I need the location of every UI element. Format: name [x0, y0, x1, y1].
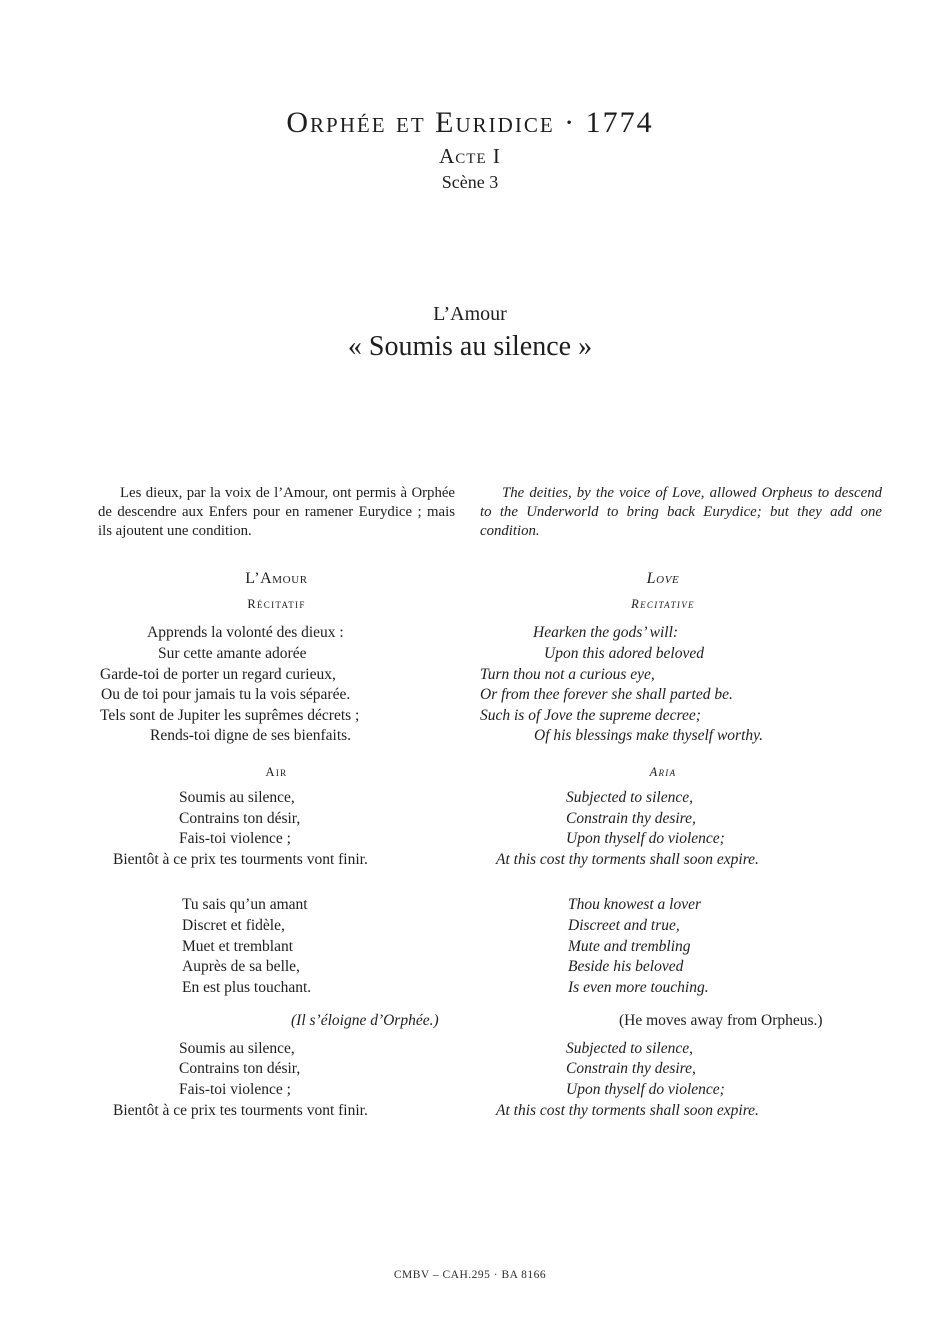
verse-line: Constrain thy desire,	[566, 809, 696, 827]
verse-line: Sur cette amante adorée	[158, 644, 307, 662]
verse-line: Tu sais qu’un amant	[182, 896, 308, 914]
synopsis-english: The deities, by the voice of Love, allowed Orpheus to descend to the Underworld to bring back Eurydice; but they add one condition.	[480, 485, 882, 539]
air-label-french: Air	[265, 764, 288, 779]
verse-line: Discret et fidèle,	[182, 916, 285, 934]
verse-line: Ou de toi pour jamais tu la vois séparée.	[101, 686, 351, 704]
scene-heading: Scène 3	[441, 172, 499, 192]
verse-line: Tels sont de Jupiter les suprêmes décrets ;	[100, 706, 360, 724]
aria-label-english: Aria	[649, 764, 677, 779]
verse-line: Or from thee forever she shall parted be.	[480, 686, 733, 704]
stage-direction-english: (He moves away from Orpheus.)	[619, 1012, 823, 1030]
aria-stanza-2-english	[480, 895, 846, 998]
act-heading: Acte I	[439, 144, 501, 168]
verse-line: Is even more touching.	[568, 978, 709, 996]
verse-line: Such is of Jove the supreme decree;	[480, 706, 701, 724]
recitative-verse-english	[480, 623, 846, 747]
stage-direction-french: (Il s’éloigne d’Orphée.)	[291, 1012, 439, 1030]
verse-line: At this cost thy torments shall soon expire.	[496, 850, 759, 868]
verse-line: Fais-toi violence ;	[179, 830, 291, 848]
english-column	[480, 484, 882, 1121]
libretto-columns	[98, 484, 882, 1121]
verse-line: Upon thyself do violence;	[566, 830, 725, 848]
verse-line: Contrains ton désir,	[179, 809, 301, 827]
verse-line: Apprends la volonté des dieux :	[147, 624, 344, 642]
french-column	[98, 484, 455, 1121]
verse-line: Constrain thy desire,	[566, 1060, 696, 1078]
verse-line: Muet et tremblant	[182, 937, 294, 955]
verse-line: Garde-toi de porter un regard curieux,	[100, 665, 336, 683]
verse-line: Bientôt à ce prix tes tourments vont finir.	[113, 1101, 368, 1119]
verse-line: Upon thyself do violence;	[566, 1081, 725, 1099]
air-stanza-2-french	[98, 895, 455, 998]
verse-line: Rends-toi digne de ses bienfaits.	[150, 727, 352, 745]
verse-line: Soumis au silence,	[179, 1039, 295, 1057]
air-stanza-1-french	[98, 788, 455, 870]
verse-line: Fais-toi violence ;	[179, 1081, 291, 1099]
verse-line: Beside his beloved	[568, 958, 684, 976]
page-header	[0, 106, 940, 194]
verse-line: En est plus touchant.	[182, 978, 312, 996]
character-name: L’Amour	[433, 303, 507, 325]
verse-line: Upon this adored beloved	[544, 644, 704, 662]
speaker-name-english: Love	[646, 570, 680, 588]
aria-stanza-1-english	[480, 788, 846, 870]
aria-stanza-3-english	[480, 1039, 846, 1121]
verse-line: Thou knowest a lover	[568, 896, 702, 914]
verse-line: Soumis au silence,	[179, 788, 295, 806]
recitative-label-english: Recitative	[631, 597, 695, 612]
recitative-label-french: Récitatif	[247, 597, 306, 612]
verse-line: Auprès de sa belle,	[182, 958, 300, 976]
verse-line: Hearken the gods’ will:	[533, 624, 679, 642]
verse-line: Turn thou not a curious eye,	[480, 665, 655, 683]
air-stanza-3-french	[98, 1039, 455, 1121]
verse-line: Contrains ton désir,	[179, 1060, 301, 1078]
verse-line: At this cost thy torments shall soon expire.	[496, 1101, 759, 1119]
verse-line: Bientôt à ce prix tes tourments vont finir.	[113, 850, 368, 868]
verse-line: Of his blessings make thyself worthy.	[534, 727, 764, 745]
recitative-verse-french	[98, 623, 455, 747]
page-footer: CMBV – CAH.295 · BA 8166	[393, 1269, 547, 1281]
piece-heading	[0, 301, 940, 364]
synopsis-french: Les dieux, par la voix de l’Amour, ont permis à Orphée de descendre aux Enfers pour en ramener Eurydice ; mais ils ajoutent une condition.	[98, 485, 455, 539]
verse-line: Discreet and true,	[568, 916, 680, 934]
speaker-name-french: L’Amour	[245, 570, 308, 588]
verse-line: Subjected to silence,	[566, 1039, 693, 1057]
piece-title: « Soumis au silence »	[347, 331, 593, 362]
verse-line: Subjected to silence,	[566, 788, 693, 806]
verse-line: Mute and trembling	[568, 937, 691, 955]
opera-title: Orphée et Euridice · 1774	[286, 106, 654, 139]
